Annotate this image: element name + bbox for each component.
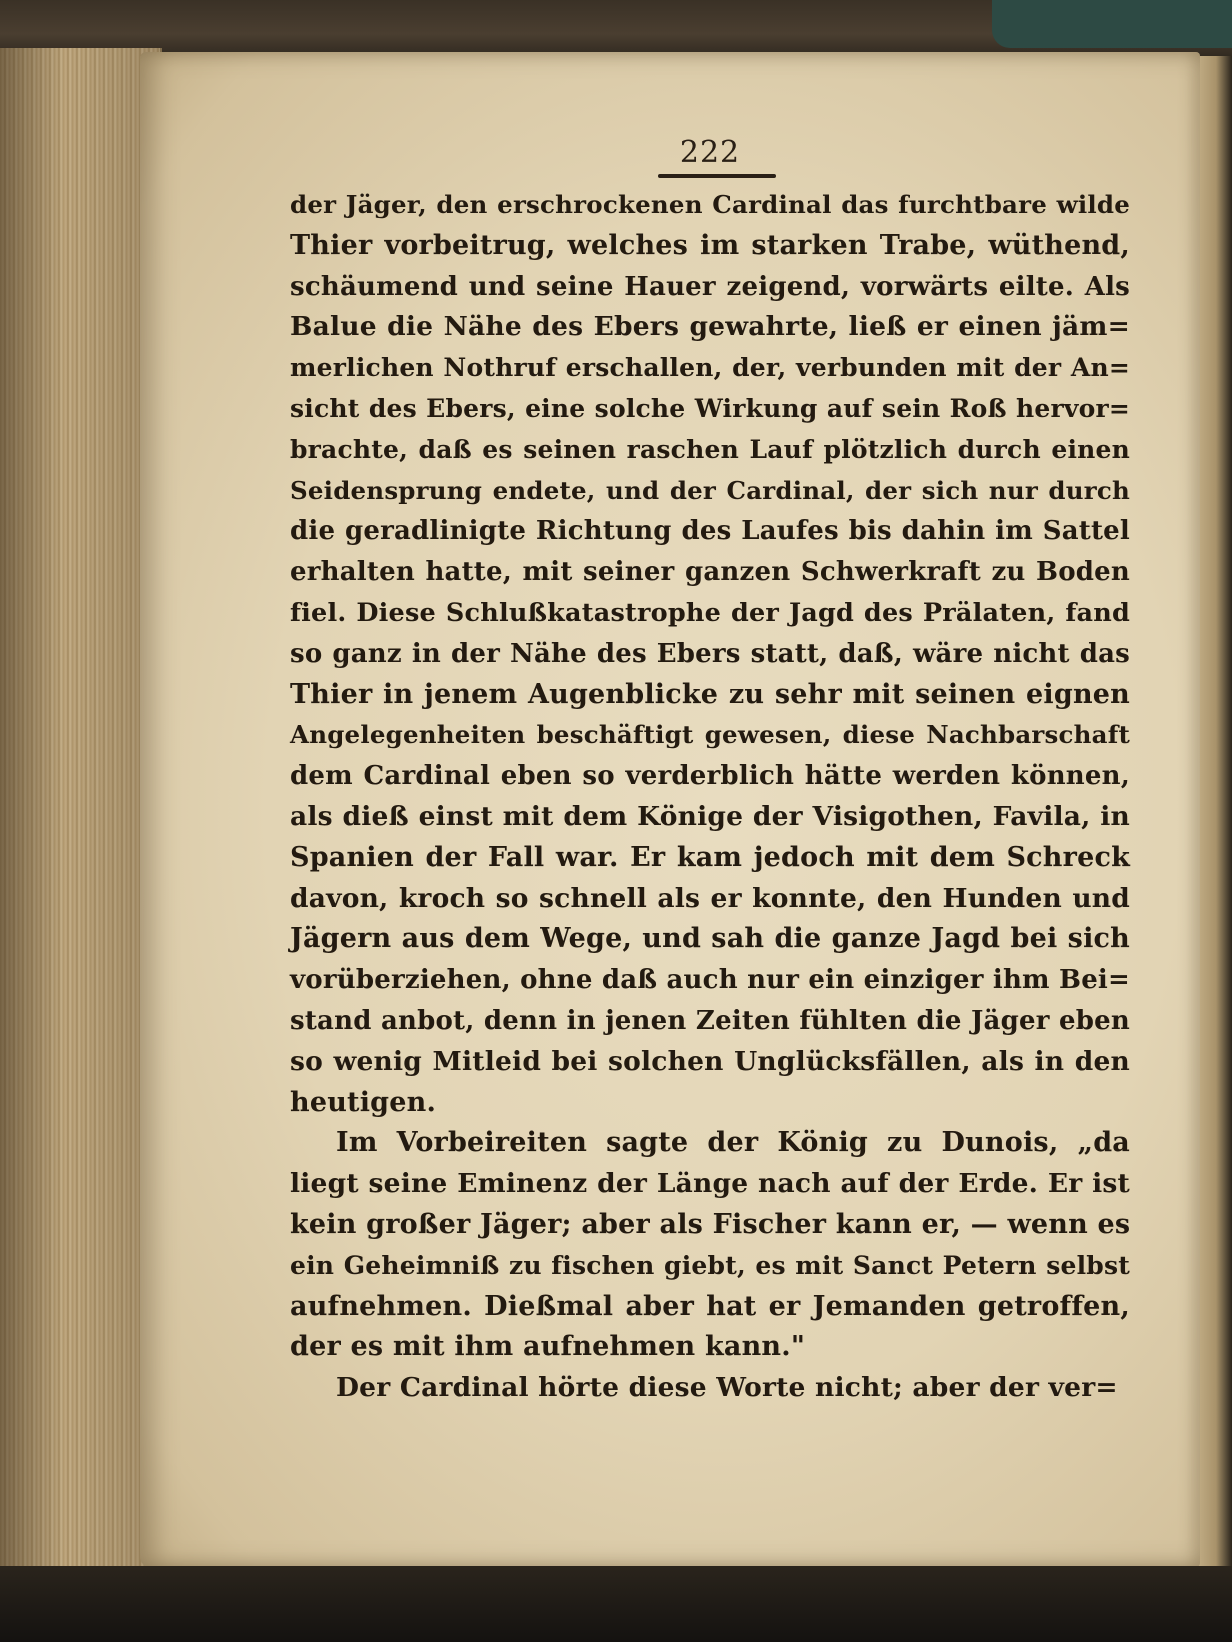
scan-bottom-margin bbox=[0, 1566, 1232, 1642]
text-line: Der Cardinal hörte diese Worte nicht; aber der ver= bbox=[336, 1372, 1118, 1404]
text-line: der es mit ihm aufnehmen kann." bbox=[290, 1331, 806, 1363]
page-edges-shadow bbox=[0, 48, 160, 1568]
text-line: heutigen. bbox=[290, 1086, 437, 1118]
text-line: Angelegenheiten beschäftigt gewesen, diese Nachbarschaft bbox=[290, 720, 1130, 750]
text-line: brachte, daß es seinen raschen Lauf plötzlich durch einen bbox=[290, 434, 1130, 464]
text-line: kein großer Jäger; aber als Fischer kann er, — wenn es bbox=[290, 1208, 1131, 1240]
text-line: als dieß einst mit dem Könige der Visigothen, Favila, in bbox=[290, 800, 1130, 832]
text-line: dem Cardinal eben so verderblich hätte werden können, bbox=[290, 761, 1130, 792]
text-line: die geradlinigte Richtung des Laufes bis dahin im Sattel bbox=[290, 516, 1130, 547]
text-line: fiel. Diese Schlußkatastrophe der Jagd des Prälaten, fand bbox=[290, 597, 1130, 628]
text-line: Thier vorbeitrug, welches im starken Trabe, wüthend, bbox=[290, 229, 1130, 261]
text-line: vorüberziehen, ohne daß auch nur ein einziger ihm Bei= bbox=[290, 965, 1130, 996]
text-line: davon, kroch so schnell als er konnte, den Hunden und bbox=[290, 882, 1130, 914]
paragraph bbox=[290, 1123, 1130, 1368]
page-number: 222 bbox=[679, 135, 741, 170]
text-line: aufnehmen. Dießmal aber hat er Jemanden getroffen, bbox=[290, 1290, 1130, 1322]
text-line: der Jäger, den erschrockenen Cardinal das furchtbare wilde bbox=[290, 190, 1130, 219]
body-text bbox=[290, 185, 1130, 1409]
text-line: Im Vorbeireiten sagte der König zu Dunois, „da bbox=[336, 1127, 1130, 1159]
text-line: stand anbot, denn in jenen Zeiten fühlten die Jäger eben bbox=[290, 1005, 1130, 1036]
page-number-rule bbox=[658, 174, 776, 178]
text-line: erhalten hatte, mit seiner ganzen Schwerkraft zu Boden bbox=[290, 557, 1130, 588]
text-line: Spanien der Fall war. Er kam jedoch mit dem Schreck bbox=[290, 841, 1130, 873]
text-line: Jägern aus dem Wege, und sah die ganze Jagd bei sich bbox=[290, 923, 1130, 955]
text-line: Thier in jenem Augenblicke zu sehr mit seinen eignen bbox=[290, 678, 1130, 710]
text-line: Balue die Nähe des Ebers gewahrte, ließ er einen jäm= bbox=[290, 311, 1130, 343]
text-line: schäumend und seine Hauer zeigend, vorwärts eilte. Als bbox=[290, 271, 1130, 302]
text-line: Seidensprung endete, und der Cardinal, der sich nur durch bbox=[290, 475, 1130, 505]
text-line: sicht des Ebers, eine solche Wirkung auf sein Roß hervor= bbox=[290, 393, 1130, 423]
paragraph bbox=[290, 1368, 1130, 1409]
text-line: merlichen Nothruf erschallen, der, verbunden mit der An= bbox=[290, 353, 1130, 383]
paragraph bbox=[290, 185, 1130, 1123]
text-line: ein Geheimniß zu fischen giebt, es mit Sanct Petern selbst bbox=[290, 1250, 1130, 1280]
text-line: so ganz in der Nähe des Ebers statt, daß, wäre nicht das bbox=[290, 638, 1130, 669]
text-line: liegt seine Eminenz der Länge nach auf der Erde. Er ist bbox=[290, 1168, 1130, 1200]
text-line: so wenig Mitleid bei solchen Unglücksfällen, als in den bbox=[290, 1045, 1130, 1077]
book-cover-corner bbox=[992, 0, 1232, 48]
